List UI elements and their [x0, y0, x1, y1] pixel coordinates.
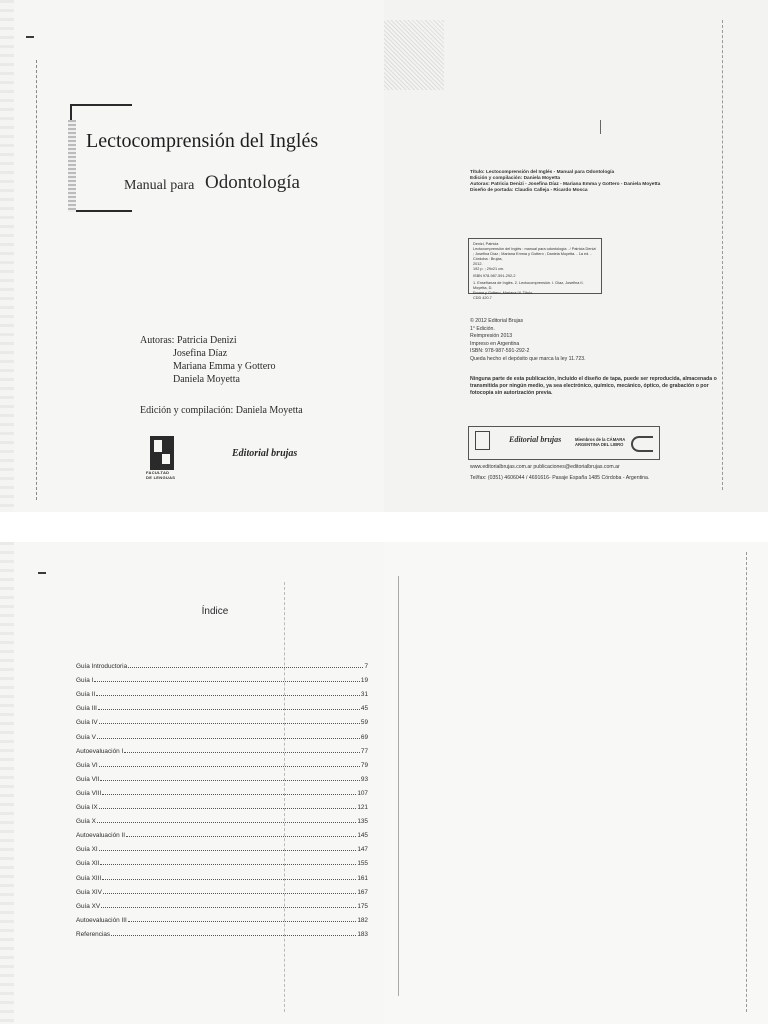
- copyright-line: Reimpresión 2013: [470, 333, 513, 340]
- index-entry[interactable]: [76, 712, 368, 726]
- index-entry-page: 167: [357, 888, 368, 896]
- index-entry-label: Guía I: [76, 677, 94, 685]
- phone-line: Tel/fax: (0351) 4606044 / 4691616- Pasaje España 1485 Córdoba - Argentina.: [470, 475, 650, 481]
- authors-block: [140, 334, 275, 386]
- index-title: Índice: [201, 606, 229, 617]
- author-2: Josefina Díaz: [173, 348, 228, 359]
- index-entry-label: Guía III: [76, 705, 97, 713]
- index-entry[interactable]: [76, 726, 368, 740]
- index-dot-leader: [124, 752, 360, 753]
- subtitle-prefix: Manual para: [124, 178, 195, 193]
- index-entry[interactable]: [76, 867, 368, 881]
- camara-text: [575, 437, 625, 447]
- index-entry[interactable]: [76, 783, 368, 797]
- index-entry-label: Guía V: [76, 733, 96, 741]
- index-entry-page: 155: [357, 860, 368, 868]
- scan-mark: [38, 572, 46, 574]
- index-entry[interactable]: [76, 882, 368, 896]
- credit-line: Título: Lectocomprensión del Inglés - Manual para Odontología: [470, 170, 615, 175]
- catalog-line: Emma y Gottero, Mariana III. Título: [473, 291, 533, 295]
- index-entry-page: 77: [360, 747, 368, 755]
- index-entry-label: Autoevaluación II: [76, 832, 126, 840]
- index-entry-label: Guía XI: [76, 846, 98, 854]
- index-entry-label: Guía XIV: [76, 888, 102, 896]
- index-entry-label: Referencias: [76, 930, 111, 938]
- credit-line: Diseño de portada: Claudio Calleja - Ricardo Mosca: [470, 188, 588, 193]
- author-3: Mariana Emma y Gottero: [173, 361, 276, 372]
- index-entry-page: 175: [357, 902, 368, 910]
- catalog-card: [468, 238, 602, 300]
- index-dot-leader: [98, 709, 360, 710]
- index-entry-label: Guía IX: [76, 804, 98, 812]
- index-dot-leader: [94, 681, 359, 682]
- index-entry-label: Guía VIII: [76, 789, 102, 797]
- index-entry[interactable]: [76, 769, 368, 783]
- index-entry-page: 107: [357, 789, 368, 797]
- index-dot-leader: [111, 935, 356, 936]
- publisher-box: [468, 426, 660, 460]
- authors-label: Autoras:: [140, 335, 175, 346]
- index-entry-page: 135: [357, 818, 368, 826]
- page-gap: [0, 512, 768, 542]
- index-dot-leader: [100, 864, 356, 865]
- scan-artifact: [722, 20, 723, 490]
- index-entry[interactable]: [76, 924, 368, 938]
- index-entry-label: Guía II: [76, 691, 96, 699]
- index-entry-page: 79: [360, 761, 368, 769]
- index-list: [76, 656, 368, 938]
- subtitle-main: Odontología: [205, 172, 300, 193]
- catalog-line: ISBN 978-987-591-292-2: [473, 274, 516, 278]
- credits-lines: [470, 170, 730, 194]
- copyright-line: 1° Edición.: [470, 325, 495, 332]
- index-dot-leader: [103, 893, 356, 894]
- scan-artifact: [36, 60, 37, 500]
- legal-notice: Ninguna parte de esta publicación, incluido el diseño de tapa, puede ser reproducida, almacenada o transmitida por ningún medio, ya sea electrónico, químico, mecánico, óptico, de grabación o por fotocopia sin autorización previa.: [470, 376, 717, 396]
- index-entry-label: Guía XII: [76, 860, 100, 868]
- index-dot-leader: [128, 667, 363, 668]
- catalog-line: Denizi, Patricia: [473, 242, 499, 246]
- index-entry-label: Guía X: [76, 818, 96, 826]
- copyright-line: © 2012 Editorial Brujas: [470, 318, 524, 324]
- index-entry[interactable]: [76, 670, 368, 684]
- book-title: Lectocomprensión del Inglés: [86, 130, 319, 152]
- index-entry-page: 7: [364, 663, 368, 671]
- index-dot-leader: [99, 723, 360, 724]
- university-crest-icon: [475, 431, 490, 450]
- web-line[interactable]: www.editorialbrujas.com.ar publicaciones@editorialbrujas.com.ar: [470, 464, 620, 470]
- index-entry-label: Guía VI: [76, 761, 98, 769]
- index-entry-label: Guía VII: [76, 775, 100, 783]
- credit-line: Edición y compilación: Daniela Moyetta: [470, 176, 561, 181]
- index-entry-page: 31: [360, 691, 368, 699]
- camara-logo-icon: [631, 436, 653, 452]
- faculty-logo: [146, 436, 176, 480]
- index-entry[interactable]: [76, 755, 368, 769]
- blank-page: [384, 542, 768, 1024]
- publisher-logo: Editorial brujas: [232, 448, 298, 459]
- catalog-line: 2012.: [473, 262, 483, 266]
- index-dot-leader: [126, 836, 356, 837]
- page-fold: [398, 576, 399, 996]
- index-entry-page: 93: [360, 775, 368, 783]
- title-bracket-texture: [68, 120, 76, 212]
- index-entry-label: Guía IV: [76, 719, 98, 727]
- index-entry[interactable]: [76, 741, 368, 755]
- index-dot-leader: [101, 907, 356, 908]
- index-dot-leader: [99, 850, 357, 851]
- index-dot-leader: [96, 695, 360, 696]
- index-entry-page: 45: [360, 705, 368, 713]
- catalog-line: Lectocomprensión del Inglés : manual para odontología . / Patricia Denizi: [473, 247, 597, 251]
- camara-line: ARGENTINA DEL LIBRO: [575, 442, 624, 447]
- index-entry-label: Guía XIII: [76, 874, 102, 882]
- index-entry[interactable]: [76, 656, 368, 670]
- index-entry-page: 145: [357, 832, 368, 840]
- index-entry[interactable]: [76, 811, 368, 825]
- index-entry[interactable]: [76, 698, 368, 712]
- index-entry[interactable]: [76, 684, 368, 698]
- author-4: Daniela Moyetta: [173, 374, 240, 385]
- index-dot-leader: [97, 822, 356, 823]
- index-dot-leader: [128, 921, 357, 922]
- camara-line: Miembros de la CÁMARA: [575, 437, 626, 442]
- contact-block: [470, 462, 649, 484]
- index-entry-page: 161: [357, 874, 368, 882]
- index-entry[interactable]: [76, 839, 368, 853]
- index-entry[interactable]: [76, 825, 368, 839]
- copyright-line: ISBN: 978-987-591-292-2: [470, 348, 530, 355]
- index-entry-page: 183: [357, 930, 368, 938]
- scan-artifact: [600, 120, 601, 134]
- author-1: Patricia Denizi: [176, 335, 237, 346]
- credit-line: Autoras: Patricia Denizi - Josefina Díaz - Mariana Emma y Gottero - Daniela Moyetta: [470, 182, 661, 187]
- index-entry[interactable]: [76, 910, 368, 924]
- cover-page: [0, 0, 384, 512]
- index-entry-page: 121: [357, 804, 368, 812]
- index-dot-leader: [100, 780, 359, 781]
- index-dot-leader: [97, 738, 360, 739]
- edition-credit: Edición y compilación: Daniela Moyetta: [140, 405, 303, 416]
- index-entry-label: Autoevaluación III: [76, 916, 127, 924]
- copyright-line: Impreso en Argentina: [470, 340, 520, 347]
- title-bracket: [70, 104, 132, 212]
- publisher-name: Editorial brujas: [509, 435, 562, 444]
- index-entry-page: 147: [357, 846, 368, 854]
- index-entry-page: 59: [360, 719, 368, 727]
- copyright-block: [470, 318, 586, 364]
- index-dot-leader: [102, 879, 356, 880]
- index-entry-label: Autoevaluación I: [76, 747, 124, 755]
- catalog-line: ; Josefina Díaz ; Mariana Emma y Gottero ; Daniela Moyetta. - 1a ed. - Córdoba : Brujas,: [473, 252, 592, 261]
- scan-artifact: [746, 552, 747, 1012]
- catalog-line: CDD 420.7: [473, 296, 492, 300]
- catalog-line: 1. Enseñanza de Inglés. 2. Lectocomprensión. I. Díaz, Josefina II. Moyetta, D.: [473, 281, 584, 290]
- index-entry[interactable]: [76, 853, 368, 867]
- scan-mark: [26, 36, 34, 38]
- index-entry-label: Guía Introductoria: [76, 663, 128, 671]
- index-entry[interactable]: [76, 797, 368, 811]
- index-entry-page: 69: [360, 733, 368, 741]
- scan-noise: [384, 20, 444, 90]
- page-edge: [0, 0, 14, 512]
- index-entry-page: 19: [360, 677, 368, 685]
- index-entry[interactable]: [76, 896, 368, 910]
- index-dot-leader: [102, 794, 356, 795]
- index-dot-leader: [99, 808, 357, 809]
- index-entry-page: 182: [357, 916, 368, 924]
- index-entry-label: Guía XV: [76, 902, 101, 910]
- copyright-line: Queda hecho el depósito que marca la ley 11.723.: [470, 355, 586, 362]
- faculty-logo-caption: FACULTAD DE LENGUAS: [146, 470, 176, 480]
- catalog-line: 192 p. ; 29x21 cm.: [473, 267, 505, 271]
- index-dot-leader: [99, 766, 360, 767]
